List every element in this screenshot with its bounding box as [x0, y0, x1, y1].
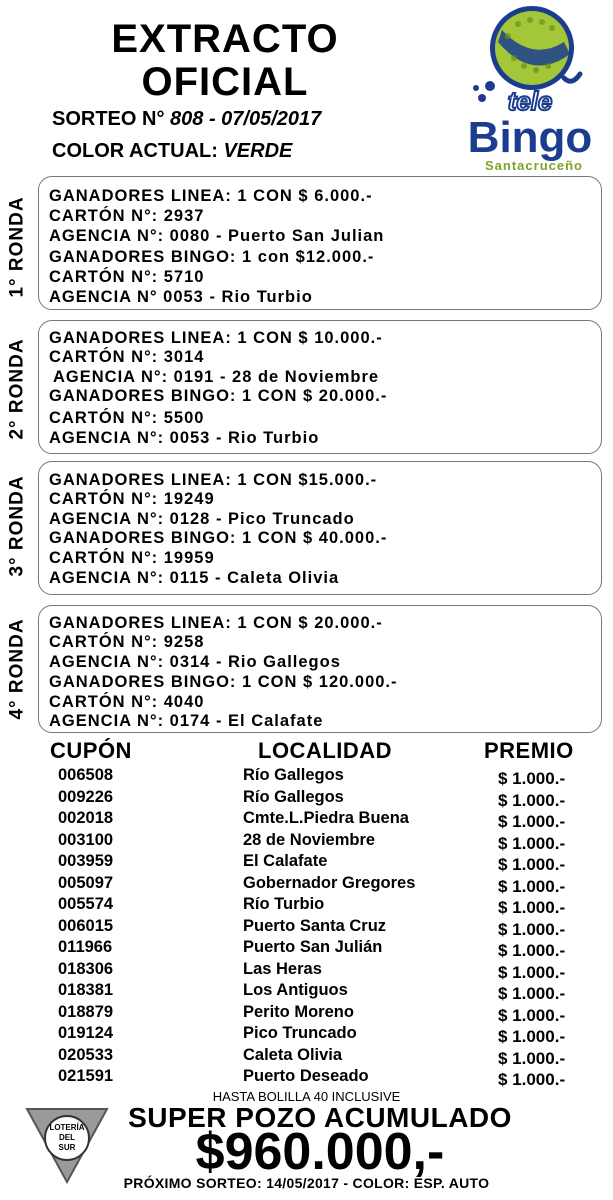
cupon-premio: $ 1.000.- [498, 1070, 566, 1089]
table-row [0, 788, 613, 810]
ronda-3-line: AGENCIA N°: 0115 - Caleta Olivia [49, 569, 340, 587]
ronda-4-line: AGENCIA N°: 0314 - Rio Gallegos [49, 653, 341, 671]
cupon-number: 006508 [58, 766, 114, 784]
ronda-1-line: CARTÓN N°: 5710 [49, 268, 205, 286]
ronda-3-line: CARTÓN N°: 19249 [49, 490, 215, 508]
ronda-1-line: AGENCIA N°: 0080 - Puerto San Julian [49, 227, 385, 245]
loteria-text: DEL [59, 1133, 75, 1142]
ronda-1-line: CARTÓN N°: 2937 [49, 207, 205, 225]
ronda-box-1 [38, 176, 602, 310]
sorteo-value: 808 - 07/05/2017 [170, 108, 322, 130]
cupon-number: 003100 [58, 830, 114, 849]
ronda-4-line: CARTÓN N°: 4040 [49, 693, 205, 711]
cupon-localidad: Río Gallegos [243, 766, 344, 784]
cupon-premio: $ 1.000.- [498, 919, 566, 939]
cupon-premio: $ 1.000.- [498, 941, 566, 960]
telebingo-logo [452, 2, 602, 174]
ronda-label-4: 4° RONDA [7, 618, 29, 720]
cupon-number: 019124 [58, 1024, 114, 1042]
cupon-number: 020533 [58, 1045, 114, 1064]
cupon-localidad: Río Gallegos [243, 787, 344, 806]
ronda-label-2: 2° RONDA [7, 338, 29, 440]
cupon-premio: $ 1.000.- [498, 833, 566, 853]
ronda-3-line: GANADORES LINEA: 1 CON $15.000.- [49, 471, 378, 489]
color-label: COLOR ACTUAL: [52, 140, 218, 162]
sorteo-line [52, 108, 321, 131]
ronda-3-line: CARTÓN N°: 19959 [49, 549, 215, 567]
cupon-number: 018306 [58, 959, 114, 978]
color-line [52, 140, 292, 163]
ronda-2-line: GANADORES BINGO: 1 CON $ 20.000.- [49, 387, 388, 405]
super-pozo-amount: $960.000,- [195, 1123, 445, 1181]
cupon-premio: $ 1.000.- [498, 855, 566, 874]
table-row [0, 1003, 613, 1025]
loteria-del-sur-logo [24, 1106, 110, 1184]
cupon-premio: $ 1.000.- [498, 812, 566, 831]
logo-swoosh [564, 74, 580, 81]
ronda-1-line: AGENCIA N° 0053 - Rio Turbio [49, 288, 313, 306]
cupon-premio: $ 1.000.- [498, 1005, 566, 1025]
ronda-3-line: AGENCIA N°: 0128 - Pico Truncado [49, 510, 355, 528]
logo-bingo-text: Bingo [467, 113, 593, 162]
table-row [0, 981, 613, 1003]
ronda-2-line: CARTÓN N°: 3014 [49, 348, 205, 366]
cupon-premio: $ 1.000.- [498, 898, 566, 917]
cupon-premio: $ 1.000.- [498, 984, 566, 1003]
ronda-4-line: GANADORES BINGO: 1 CON $ 120.000.- [49, 673, 398, 691]
cupon-premio: $ 1.000.- [498, 962, 566, 982]
col-header-premio: PREMIO [484, 738, 574, 763]
ronda-4-line: GANADORES LINEA: 1 CON $ 20.000.- [49, 614, 383, 632]
ronda-2-line: CARTÓN N°: 5500 [49, 409, 205, 427]
cupon-premio: $ 1.000.- [498, 1027, 566, 1046]
proximo-sorteo: PRÓXIMO SORTEO: 14/05/2017 - COLOR: ESP. AUTO [123, 1175, 490, 1191]
cupon-localidad: Perito Moreno [243, 1002, 354, 1021]
table-row [0, 917, 613, 939]
title-extracto: EXTRACTO [111, 17, 339, 61]
ronda-4-line: AGENCIA N°: 0174 - El Calafate [49, 712, 324, 730]
loteria-text: LOTERÍA [49, 1123, 85, 1132]
cupon-localidad: Cmte.L.Piedra Buena [243, 809, 409, 827]
cupon-localidad: Gobernador Gregores [243, 873, 416, 892]
cupon-number: 005574 [58, 895, 114, 913]
cupon-localidad: El Calafate [243, 852, 328, 870]
cupon-number: 018879 [58, 1002, 114, 1021]
table-row [0, 1024, 613, 1046]
ronda-2-line: AGENCIA N°: 0191 - 28 de Noviembre [53, 368, 380, 386]
table-row [0, 895, 613, 917]
table-row [0, 1046, 613, 1068]
ronda-4-line: CARTÓN N°: 9258 [49, 633, 205, 651]
cupon-premio: $ 1.000.- [498, 769, 566, 788]
ronda-1-line: GANADORES LINEA: 1 CON $ 6.000.- [49, 187, 373, 205]
cupon-localidad: Puerto Santa Cruz [243, 916, 387, 935]
cupon-number: 006015 [58, 916, 114, 935]
table-row [0, 766, 613, 788]
cupon-number: 009226 [58, 787, 114, 806]
table-row [0, 938, 613, 960]
ronda-label-1: 1° RONDA [7, 196, 29, 298]
cupon-localidad: Los Antiguos [243, 981, 348, 999]
table-row [0, 960, 613, 982]
ronda-2-line: GANADORES LINEA: 1 CON $ 10.000.- [49, 329, 383, 347]
logo-tele-text: tele [507, 86, 553, 116]
cupon-number: 011966 [58, 938, 113, 956]
cupon-localidad: Las Heras [243, 959, 322, 978]
cupon-localidad: Río Turbio [243, 895, 325, 913]
cupon-premio: $ 1.000.- [498, 1048, 566, 1068]
cupon-number: 018381 [58, 981, 114, 999]
col-header-cupon: CUPÓN [50, 738, 132, 763]
ronda-2-line: AGENCIA N°: 0053 - Rio Turbio [49, 429, 320, 447]
cupon-localidad: 28 de Noviembre [243, 830, 376, 849]
col-header-localidad: LOCALIDAD [258, 738, 393, 763]
color-value: VERDE [223, 140, 293, 162]
logo-dot [478, 94, 486, 102]
hasta-bolilla: HASTA BOLILLA 40 INCLUSIVE [212, 1089, 401, 1104]
table-row [0, 874, 613, 896]
sorteo-label: SORTEO N° [52, 108, 165, 130]
table-row [0, 831, 613, 853]
cupon-number: 002018 [58, 809, 114, 827]
cupon-number: 005097 [58, 873, 114, 892]
table-row [0, 1067, 613, 1089]
ronda-box-4 [38, 605, 602, 733]
ronda-1-line: GANADORES BINGO: 1 con $12.000.- [49, 248, 375, 266]
cupon-number: 021591 [58, 1067, 114, 1085]
table-row [0, 852, 613, 874]
cupon-localidad: Puerto Deseado [243, 1067, 369, 1085]
ronda-label-3: 3° RONDA [7, 475, 29, 577]
ronda-box-2 [38, 320, 602, 454]
cupon-localidad: Puerto San Julián [243, 938, 383, 956]
cupon-localidad: Pico Truncado [243, 1024, 357, 1042]
cupon-premio: $ 1.000.- [498, 876, 566, 896]
ronda-3-line: GANADORES BINGO: 1 CON $ 40.000.- [49, 529, 388, 547]
logo-dot [473, 85, 479, 91]
logo-dot [485, 81, 495, 91]
table-row [0, 809, 613, 831]
super-pozo-label: SUPER POZO ACUMULADO [128, 1102, 512, 1133]
cupon-localidad: Caleta Olivia [243, 1045, 343, 1064]
cupon-premio: $ 1.000.- [498, 790, 566, 810]
loteria-text: SUR [58, 1143, 76, 1152]
title-oficial: OFICIAL [141, 60, 309, 104]
ronda-box-3 [38, 461, 602, 595]
cupon-number: 003959 [58, 852, 114, 870]
logo-sub-text: Santacruceño [485, 158, 583, 173]
